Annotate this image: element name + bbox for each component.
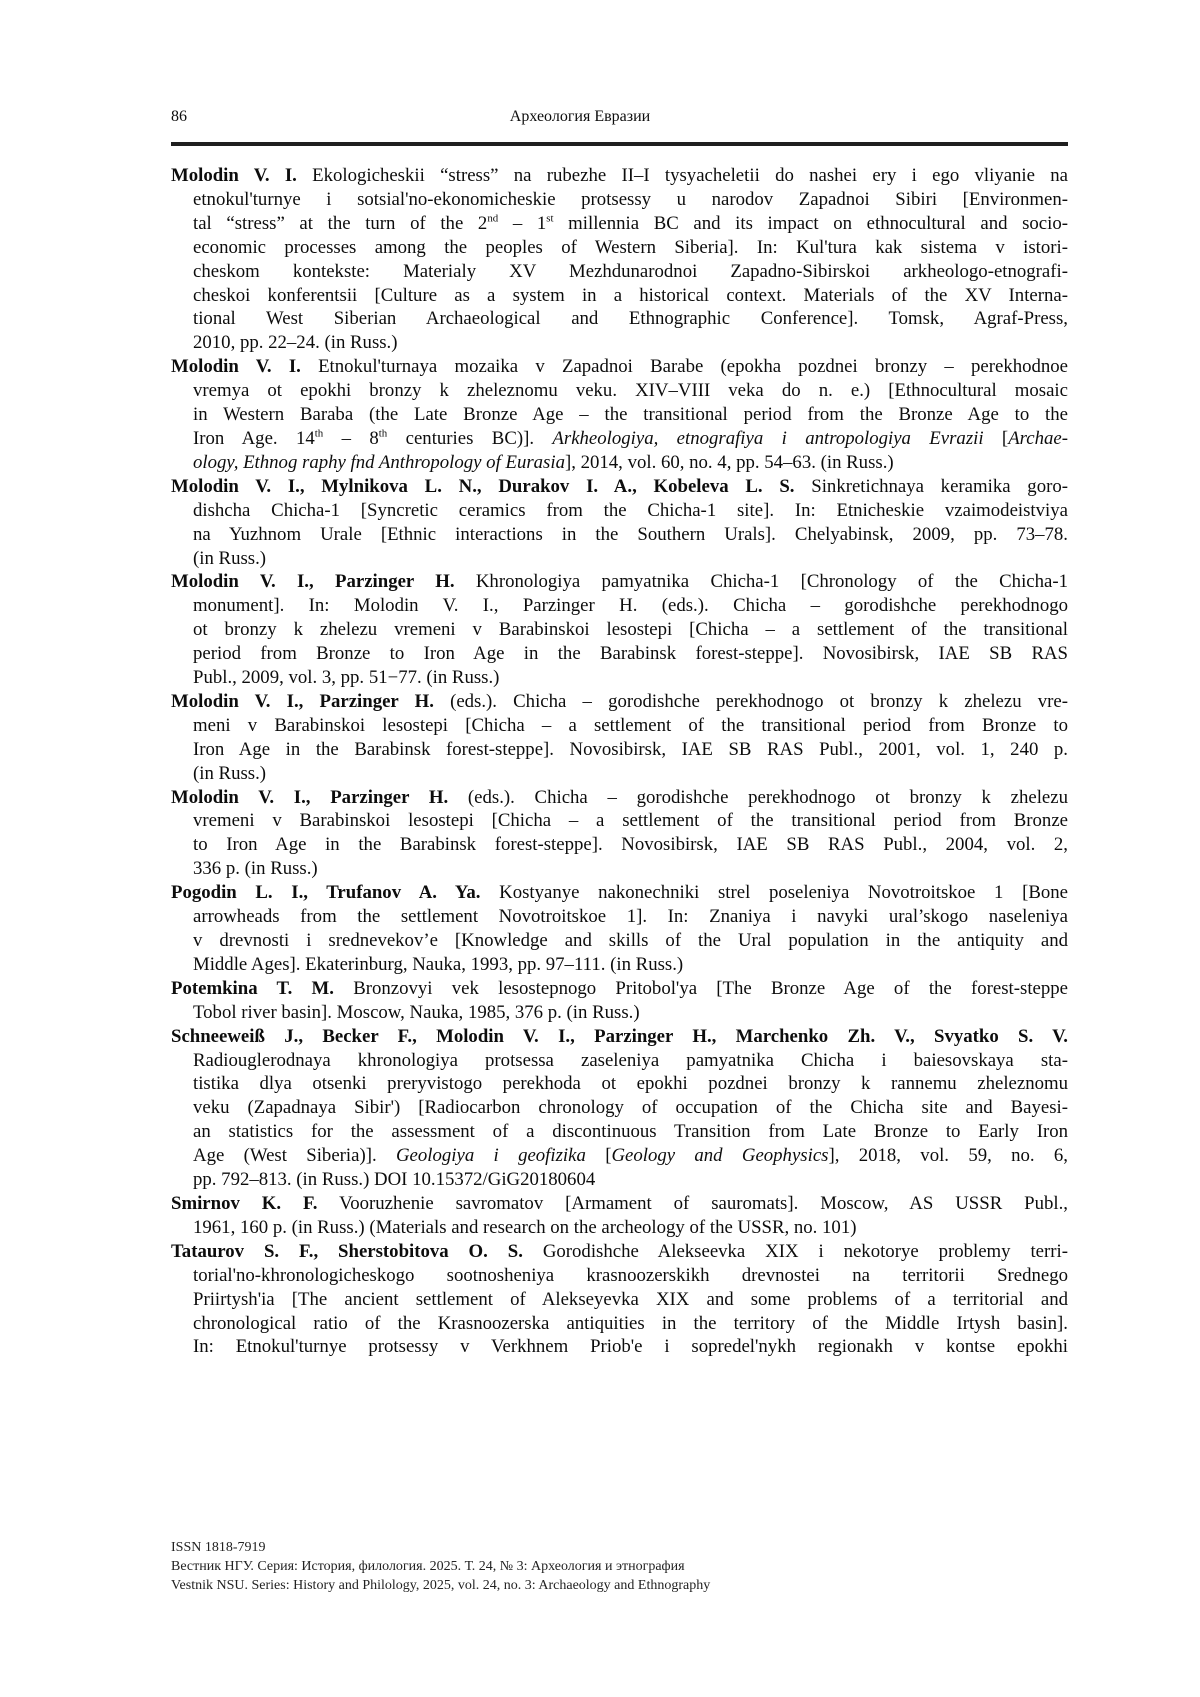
reference-line: (in Russ.) [193, 547, 267, 569]
reference-line: tional West Siberian Archaeological and Ethnographic Conference]. Tomsk, Agraf-Press, [193, 308, 1068, 330]
reference-line: torial'no-khronologicheskogo sootnosheniya krasnoozerskikh drevnostei na territorii Srednego [193, 1264, 1068, 1286]
reference-line: Potemkina T. M. Bronzovyi vek lesostepnogo Pritobol'ya [The Bronze Age of the forest-steppe [171, 977, 1068, 999]
reference-line: tal “stress” at the turn of the 2nd – 1st millennia BC and its impact on ethnocultural and socio- [193, 212, 1069, 234]
reference-line: economic processes among the peoples of Western Siberia]. In: Kul'tura kak sistema v istori- [193, 236, 1068, 258]
page-number: 86 [171, 108, 187, 125]
reference-line: na Yuzhnom Urale [Ethnic interactions in the Southern Urals]. Chelyabinsk, 2009, pp. 73–78. [193, 523, 1068, 545]
reference-line: Tataurov S. F., Sherstobitova O. S. Gorodishche Alekseevka XIX i nekotorye problemy terri- [171, 1240, 1068, 1262]
running-title: Археология Евразии [509, 108, 651, 125]
reference-entry [171, 570, 1068, 690]
reference-line: Publ., 2009, vol. 3, pp. 51−77. (in Russ.) [193, 667, 500, 689]
reference-entry [171, 690, 1068, 786]
reference-line: In: Etnokul'turnye protsessy v Verkhnem Priob'e i sopredel'nykh regionakh v kontse epokhi [193, 1336, 1068, 1358]
reference-line: Smirnov K. F. Vooruzhenie savromatov [Armament of sauromats]. Moscow, AS USSR Publ., [171, 1192, 1068, 1214]
reference-line: dishcha Chicha-1 [Syncretic ceramics from the Chicha-1 site]. In: Etnicheskie vzaimodeistviya [193, 499, 1068, 521]
reference-entry [171, 355, 1068, 475]
reference-line: 336 p. (in Russ.) [193, 858, 318, 880]
page-header [171, 108, 1068, 150]
reference-entry [171, 1025, 1068, 1192]
journal-line-ru: Вестник НГУ. Серия: История, филология. 2025. Т. 24, № 3: Археология и этнография [171, 1559, 685, 1574]
reference-line: 1961, 160 p. (in Russ.) (Materials and research on the archeology of the USSR, no. 101) [193, 1216, 857, 1238]
issn: ISSN 1818-7919 [171, 1540, 266, 1555]
reference-line: cheskoi konferentsii [Culture as a system in a historical context. Materials of the XV Interna- [193, 284, 1068, 306]
journal-line-en: Vestnik NSU. Series: History and Philology, 2025, vol. 24, no. 3: Archaeology and Ethnography [171, 1578, 711, 1593]
reference-line: Molodin V. I., Parzinger H. Khronologiya pamyatnika Chicha-1 [Chronology of the Chicha-1 [171, 571, 1068, 593]
reference-line: (in Russ.) [193, 762, 267, 784]
reference-line: in Western Baraba (the Late Bronze Age – the transitional period from the Bronze Age to the [193, 404, 1068, 426]
reference-line: etnokul'turnye i sotsial'no-ekonomicheskie protsessy u narodov Zapadnoi Sibiri [Environmen- [193, 188, 1068, 210]
reference-line: Molodin V. I., Parzinger H. (eds.). Chicha – gorodishche perekhodnogo ot bronzy k zhelezu vre- [171, 690, 1068, 712]
reference-line: vremeni v Barabinskoi lesostepi [Chicha – a settlement of the transitional period from Bronze [193, 810, 1068, 832]
reference-line: Molodin V. I. Etnokul'turnaya mozaika v Zapadnoi Barabe (epokha pozdnei bronzy – perekhodnoe [171, 356, 1069, 378]
reference-line: Iron Age. 14th – 8th centuries BC)]. Arkheologiya, etnografiya i antropologiya Evrazii [Archae- [193, 427, 1068, 449]
reference-line: Middle Ages]. Ekaterinburg, Nauka, 1993, pp. 97–111. (in Russ.) [193, 953, 684, 975]
reference-line: monument]. In: Molodin V. I., Parzinger H. (eds.). Chicha – gorodishche perekhodnogo [193, 595, 1068, 617]
header-rule [171, 142, 1068, 146]
reference-line: 2010, pp. 22–24. (in Russ.) [193, 332, 398, 354]
reference-entry [171, 881, 1068, 977]
reference-line: cheskom kontekste: Materialy XV Mezhdunarodnoi Zapadno-Sibirskoi arkheologo-etnografi- [193, 260, 1068, 282]
reference-line: vremya ot epokhi bronzy k zheleznomu veku. XIV–VIII veka do n. e.) [Ethnocultural mosaic [193, 380, 1068, 402]
reference-line: veku (Zapadnaya Sibir') [Radiocarbon chronology of occupation of the Chicha site and Bayesi- [193, 1097, 1068, 1119]
reference-line: Pogodin L. I., Trufanov A. Ya. Kostyanye nakonechniki strel poseleniya Novotroitskoe 1 [Bone [171, 882, 1068, 904]
reference-entry [171, 786, 1068, 882]
reference-entry [171, 1192, 1068, 1240]
reference-line: pp. 792–813. (in Russ.) DOI 10.15372/GiG20180604 [193, 1169, 596, 1191]
reference-line: meni v Barabinskoi lesostepi [Chicha – a settlement of the transitional period from Bronze to [193, 714, 1068, 736]
page-footer [171, 1538, 1068, 1595]
reference-line: Molodin V. I., Parzinger H. (eds.). Chicha – gorodishche perekhodnogo ot bronzy k zhelezu [171, 786, 1068, 808]
reference-line: ot bronzy k zhelezu vremeni v Barabinskoi lesostepi [Chicha – a settlement of the transitional [193, 619, 1068, 641]
reference-line: ology, Ethnog raphy fnd Anthropology of Eurasia], 2014, vol. 60, no. 4, pp. 54–63. (in Russ.) [193, 451, 894, 473]
reference-line: Radiouglerodnaya khronologiya protsessa zaseleniya pamyatnika Chicha i baiesovskaya sta- [193, 1049, 1068, 1071]
reference-line: Molodin V. I., Mylnikova L. N., Durakov I. A., Kobeleva L. S. Sinkretichnaya keramika goro- [171, 475, 1068, 497]
reference-line: an statistics for the assessment of a discontinuous Transition from Late Bronze to Early Iron [193, 1121, 1068, 1143]
reference-line: arrowheads from the settlement Novotroitskoe 1]. In: Znaniya i navyki ural’skogo naseleniya [193, 906, 1068, 928]
reference-line: Age (West Siberia)]. Geologiya i geofizika [Geology and Geophysics], 2018, vol. 59, no. 6, [193, 1145, 1068, 1167]
reference-entry [171, 164, 1068, 355]
reference-list [171, 164, 1068, 1359]
reference-line: Iron Age in the Barabinsk forest-steppe]. Novosibirsk, IAE SB RAS Publ., 2001, vol. 1, 240 p. [193, 738, 1068, 760]
reference-line: chronological ratio of the Krasnoozerska antiquities in the territory of the Middle Irtysh basin]. [193, 1312, 1068, 1334]
reference-line: period from Bronze to Iron Age in the Barabinsk forest-steppe]. Novosibirsk, IAE SB RAS [193, 643, 1068, 665]
reference-line: Priirtysh'ia [The ancient settlement of Alekseyevka XIX and some problems of a territorial and [193, 1288, 1068, 1310]
reference-line: to Iron Age in the Barabinsk forest-steppe]. Novosibirsk, IAE SB RAS Publ., 2004, vol. 2, [193, 834, 1068, 856]
reference-entry [171, 977, 1068, 1025]
reference-line: v drevnosti i srednevekov’e [Knowledge and skills of the Ural population in the antiquity and [193, 930, 1068, 951]
reference-entry [171, 1240, 1068, 1360]
reference-line: Tobol river basin]. Moscow, Nauka, 1985, 376 p. (in Russ.) [193, 1001, 640, 1023]
reference-line: tistika dlya otsenki preryvistogo perekhoda ot epokhi pozdnei bronzy k rannemu zheleznomu [193, 1073, 1068, 1095]
reference-line: Schneeweiß J., Becker F., Molodin V. I., Parzinger H., Marchenko Zh. V., Svyatko S. V. [171, 1025, 1068, 1047]
reference-entry [171, 475, 1068, 571]
reference-line: Molodin V. I. Ekologicheskii “stress” na rubezhe II–I tysyacheletii do nashei ery i ego vliyanie na [171, 165, 1068, 186]
